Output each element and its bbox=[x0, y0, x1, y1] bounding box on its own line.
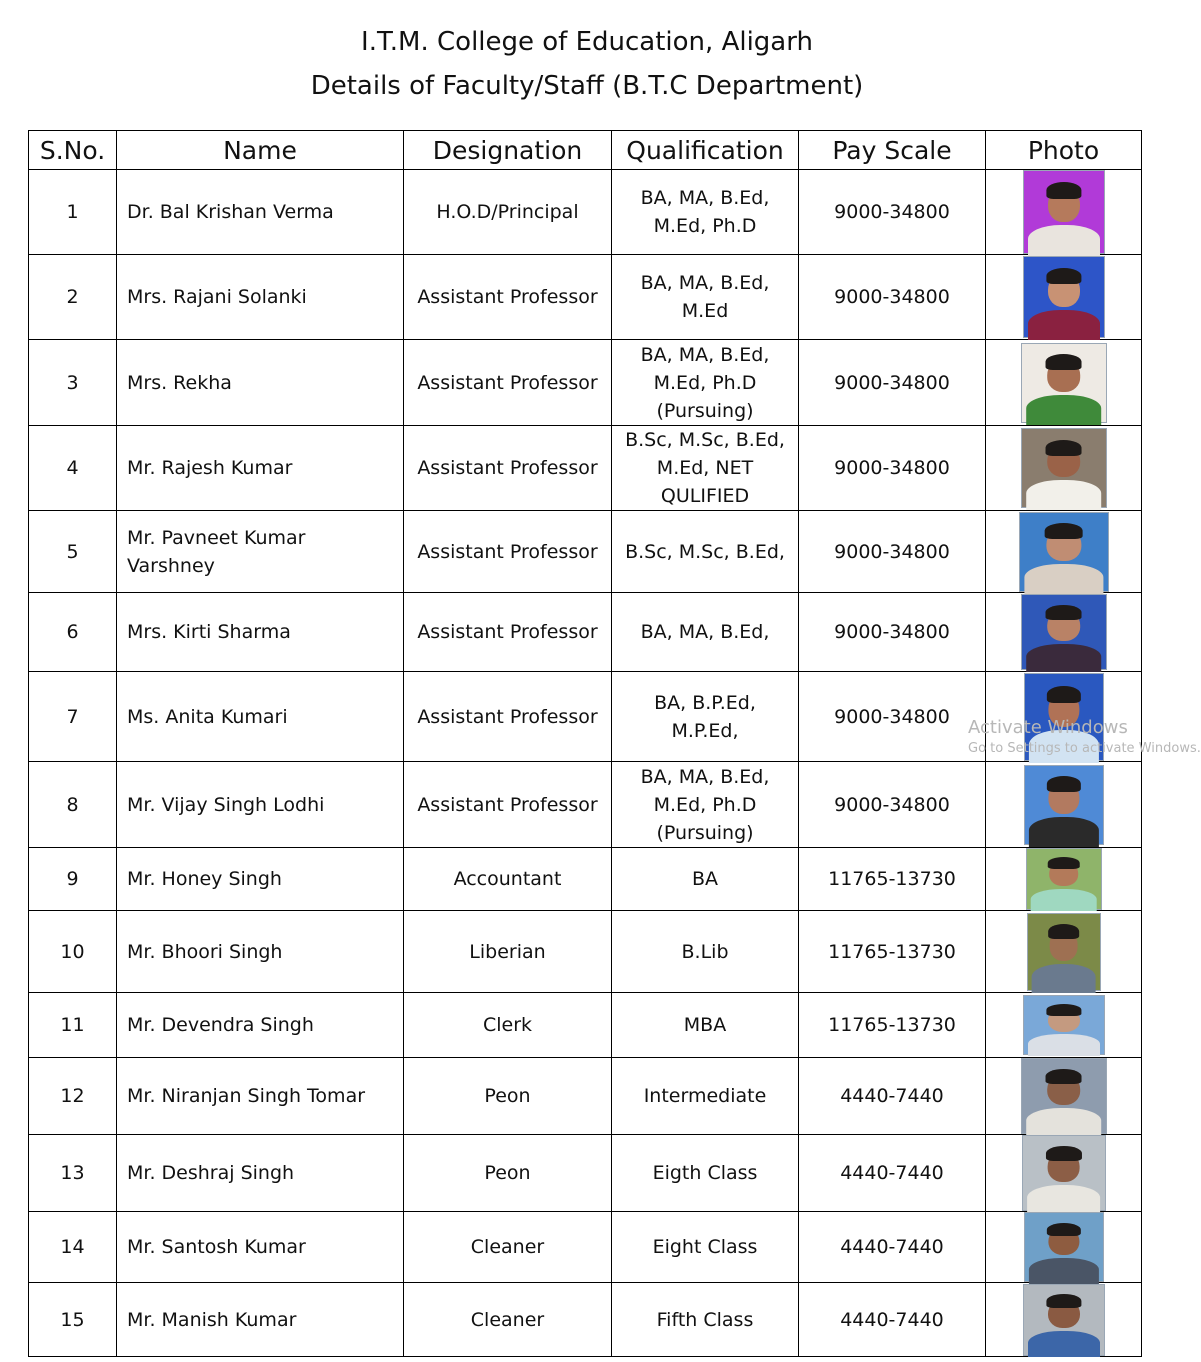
photo-hair bbox=[1045, 1069, 1082, 1084]
designation-cell: Peon bbox=[404, 1058, 612, 1135]
pay-scale-cell: 9000-34800 bbox=[799, 593, 986, 672]
serial-number-cell: 9 bbox=[29, 848, 117, 911]
pay-scale-cell: 9000-34800 bbox=[799, 340, 986, 426]
staff-photo bbox=[1021, 343, 1107, 423]
staff-photo bbox=[1024, 673, 1104, 761]
name-cell: Mr. Niranjan Singh Tomar bbox=[117, 1058, 404, 1135]
table-row bbox=[29, 170, 1142, 255]
staff-photo bbox=[1021, 1058, 1107, 1134]
pay-scale-cell: 4440-7440 bbox=[799, 1283, 986, 1357]
qualification-cell bbox=[612, 170, 799, 255]
photo-shoulders bbox=[1028, 730, 1098, 763]
designation-cell: Accountant bbox=[404, 848, 612, 911]
name-cell: Mrs. Rekha bbox=[117, 340, 404, 426]
designation-cell: Peon bbox=[404, 1135, 612, 1212]
serial-number-cell: 8 bbox=[29, 762, 117, 848]
qualification-cell bbox=[612, 1058, 799, 1135]
qualification-line: Fifth Class bbox=[656, 1308, 754, 1331]
staff-table bbox=[28, 130, 1142, 1357]
pay-scale-cell: 9000-34800 bbox=[799, 170, 986, 255]
staff-photo bbox=[1023, 995, 1105, 1055]
serial-number-cell: 10 bbox=[29, 911, 117, 993]
photo-shoulders bbox=[1028, 1034, 1100, 1056]
table-row bbox=[29, 255, 1142, 340]
qualification-line: BA bbox=[691, 868, 719, 890]
name-cell: Mr. Rajesh Kumar bbox=[117, 426, 404, 511]
name-cell: Mr. Devendra Singh bbox=[117, 993, 404, 1058]
table-row bbox=[29, 848, 1142, 911]
qualification-line: Intermediate bbox=[643, 1085, 767, 1107]
qualification-line: BA, B.P.Ed, bbox=[654, 691, 756, 714]
photo-cell bbox=[986, 511, 1142, 593]
qualification-cell bbox=[612, 993, 799, 1058]
pay-scale-cell: 4440-7440 bbox=[799, 1212, 986, 1283]
pay-scale-cell: 11765-13730 bbox=[799, 848, 986, 911]
qualification-line: M.Ed, Ph.D bbox=[653, 371, 757, 394]
pay-scale-cell: 4440-7440 bbox=[799, 1135, 986, 1212]
photo-cell bbox=[986, 1283, 1142, 1357]
qualification-line: BA, MA, B.Ed, bbox=[640, 272, 770, 294]
qualification-cell bbox=[612, 1283, 799, 1357]
qualification-line: B.Sc, M.Sc, B.Ed, bbox=[625, 540, 785, 563]
table-row bbox=[29, 1135, 1142, 1212]
serial-number-cell: 11 bbox=[29, 993, 117, 1058]
photo-hair bbox=[1046, 1004, 1081, 1016]
qualification-line: B.Sc, M.Sc, B.Ed, bbox=[625, 429, 785, 451]
column-header-sno: S.No. bbox=[29, 131, 117, 170]
pay-scale-cell: 9000-34800 bbox=[799, 255, 986, 340]
name-cell: Mr. Pavneet Kumar Varshney bbox=[117, 511, 404, 593]
qualification-line: M.Ed bbox=[681, 300, 729, 322]
photo-cell bbox=[986, 255, 1142, 340]
qualification-line: BA, MA, B.Ed, bbox=[640, 765, 770, 788]
page-header bbox=[0, 20, 1174, 108]
qualification-line: B.Lib bbox=[681, 940, 729, 963]
table-row bbox=[29, 911, 1142, 993]
photo-hair bbox=[1045, 1146, 1081, 1161]
name-cell: Mr. Bhoori Singh bbox=[117, 911, 404, 993]
serial-number-cell: 4 bbox=[29, 426, 117, 511]
staff-photo bbox=[1021, 594, 1107, 670]
page-subtitle: Details of Faculty/Staff (B.T.C Department) bbox=[310, 71, 864, 101]
qualification-cell bbox=[612, 511, 799, 593]
name-cell: Mr. Deshraj Singh bbox=[117, 1135, 404, 1212]
qualification-line: (Pursuing) bbox=[656, 399, 754, 422]
column-header-name: Name bbox=[117, 131, 404, 170]
photo-shoulders bbox=[1026, 644, 1102, 672]
photo-cell bbox=[986, 672, 1142, 762]
table-row bbox=[29, 511, 1142, 593]
photo-hair bbox=[1046, 686, 1080, 703]
name-cell: Mr. Vijay Singh Lodhi bbox=[117, 762, 404, 848]
photo-hair bbox=[1045, 440, 1082, 456]
qualification-line: M.Ed, Ph.D bbox=[653, 215, 757, 237]
photo-cell bbox=[986, 848, 1142, 911]
staff-photo bbox=[1026, 848, 1102, 910]
serial-number-cell: 7 bbox=[29, 672, 117, 762]
table-row bbox=[29, 762, 1142, 848]
qualification-cell bbox=[612, 911, 799, 993]
column-header-photo: Photo bbox=[986, 131, 1142, 170]
pay-scale-cell: 4440-7440 bbox=[799, 1058, 986, 1135]
staff-photo bbox=[1019, 512, 1109, 592]
photo-cell bbox=[986, 1212, 1142, 1283]
table-row bbox=[29, 426, 1142, 511]
qualification-line: MBA bbox=[683, 1014, 727, 1036]
photo-shoulders bbox=[1028, 1258, 1098, 1284]
qualification-line: BA, MA, B.Ed, bbox=[640, 343, 770, 366]
table-header-row bbox=[29, 131, 1142, 170]
staff-photo bbox=[1022, 1135, 1106, 1211]
photo-hair bbox=[1046, 268, 1081, 284]
staff-photo bbox=[1021, 428, 1107, 508]
qualification-line: M.Ed, Ph.D bbox=[653, 793, 757, 816]
watermark-line-1: Activate Windows bbox=[968, 717, 1128, 738]
qualification-line: Eight Class bbox=[652, 1236, 758, 1258]
designation-cell: Assistant Professor bbox=[404, 340, 612, 426]
staff-photo bbox=[1027, 913, 1101, 991]
serial-number-cell: 5 bbox=[29, 511, 117, 593]
page-title: I.T.M. College of Education, Aligarh bbox=[361, 27, 813, 57]
designation-cell: H.O.D/Principal bbox=[404, 170, 612, 255]
photo-hair bbox=[1044, 523, 1083, 539]
column-header-qualification: Qualification bbox=[612, 131, 799, 170]
qualification-cell bbox=[612, 1135, 799, 1212]
qualification-line: M.P.Ed, bbox=[671, 719, 739, 742]
designation-cell: Cleaner bbox=[404, 1212, 612, 1283]
table-row bbox=[29, 593, 1142, 672]
serial-number-cell: 14 bbox=[29, 1212, 117, 1283]
name-cell: Ms. Anita Kumari bbox=[117, 672, 404, 762]
designation-cell: Cleaner bbox=[404, 1283, 612, 1357]
column-header-designation: Designation bbox=[404, 131, 612, 170]
table-row bbox=[29, 672, 1142, 762]
photo-hair bbox=[1047, 857, 1080, 869]
qualification-line: M.Ed, NET bbox=[656, 457, 754, 479]
name-cell: Mr. Honey Singh bbox=[117, 848, 404, 911]
serial-number-cell: 2 bbox=[29, 255, 117, 340]
photo-cell bbox=[986, 993, 1142, 1058]
designation-cell: Assistant Professor bbox=[404, 511, 612, 593]
qualification-cell bbox=[612, 672, 799, 762]
watermark-line-2: Go to Settings to activate Windows. bbox=[968, 741, 1201, 756]
serial-number-cell: 15 bbox=[29, 1283, 117, 1357]
qualification-cell bbox=[612, 340, 799, 426]
column-header-pay-scale: Pay Scale bbox=[799, 131, 986, 170]
qualification-cell bbox=[612, 255, 799, 340]
designation-cell: Assistant Professor bbox=[404, 255, 612, 340]
photo-shoulders bbox=[1026, 480, 1102, 510]
table-row bbox=[29, 993, 1142, 1058]
photo-cell bbox=[986, 911, 1142, 993]
name-cell: Mr. Manish Kumar bbox=[117, 1283, 404, 1357]
photo-shoulders bbox=[1026, 1108, 1102, 1136]
photo-shoulders bbox=[1026, 395, 1102, 425]
qualification-cell bbox=[612, 848, 799, 911]
photo-shoulders bbox=[1028, 310, 1100, 340]
qualification-cell bbox=[612, 1212, 799, 1283]
qualification-cell bbox=[612, 426, 799, 511]
pay-scale-cell: 9000-34800 bbox=[799, 762, 986, 848]
photo-hair bbox=[1045, 354, 1082, 370]
photo-shoulders bbox=[1027, 1185, 1101, 1213]
table-row bbox=[29, 340, 1142, 426]
qualification-line: QULIFIED bbox=[660, 485, 750, 507]
designation-cell: Liberian bbox=[404, 911, 612, 993]
photo-shoulders bbox=[1024, 564, 1103, 594]
photo-hair bbox=[1046, 182, 1081, 198]
photo-shoulders bbox=[1031, 964, 1096, 993]
qualification-line: Eigth Class bbox=[652, 1162, 758, 1184]
photo-hair bbox=[1046, 776, 1080, 792]
staff-photo bbox=[1024, 1212, 1104, 1282]
name-cell: Mrs. Kirti Sharma bbox=[117, 593, 404, 672]
pay-scale-cell: 9000-34800 bbox=[799, 426, 986, 511]
photo-shoulders bbox=[1030, 889, 1097, 912]
qualification-line: BA, MA, B.Ed, bbox=[640, 187, 770, 209]
staff-photo bbox=[1023, 1284, 1105, 1356]
pay-scale-cell: 11765-13730 bbox=[799, 993, 986, 1058]
designation-cell: Assistant Professor bbox=[404, 672, 612, 762]
name-cell: Dr. Bal Krishan Verma bbox=[117, 170, 404, 255]
photo-shoulders bbox=[1028, 1331, 1100, 1358]
qualification-cell bbox=[612, 593, 799, 672]
photo-cell bbox=[986, 170, 1142, 255]
serial-number-cell: 12 bbox=[29, 1058, 117, 1135]
photo-hair bbox=[1046, 1223, 1080, 1237]
photo-cell bbox=[986, 1058, 1142, 1135]
staff-photo bbox=[1023, 256, 1105, 338]
photo-hair bbox=[1048, 924, 1080, 939]
photo-cell bbox=[986, 762, 1142, 848]
photo-cell bbox=[986, 1135, 1142, 1212]
pay-scale-cell: 11765-13730 bbox=[799, 911, 986, 993]
qualification-line: BA, MA, B.Ed, bbox=[640, 621, 770, 643]
photo-cell bbox=[986, 593, 1142, 672]
qualification-line: (Pursuing) bbox=[656, 821, 754, 844]
serial-number-cell: 13 bbox=[29, 1135, 117, 1212]
photo-cell bbox=[986, 426, 1142, 511]
table-row bbox=[29, 1212, 1142, 1283]
staff-table-body bbox=[29, 170, 1142, 1357]
name-cell: Mr. Santosh Kumar bbox=[117, 1212, 404, 1283]
staff-photo bbox=[1024, 765, 1104, 845]
designation-cell: Assistant Professor bbox=[404, 762, 612, 848]
serial-number-cell: 6 bbox=[29, 593, 117, 672]
designation-cell: Clerk bbox=[404, 993, 612, 1058]
photo-shoulders bbox=[1028, 225, 1100, 256]
staff-photo bbox=[1023, 170, 1105, 254]
table-row bbox=[29, 1058, 1142, 1135]
photo-hair bbox=[1046, 1294, 1081, 1308]
pay-scale-cell: 9000-34800 bbox=[799, 511, 986, 593]
name-cell: Mrs. Rajani Solanki bbox=[117, 255, 404, 340]
serial-number-cell: 3 bbox=[29, 340, 117, 426]
designation-cell: Assistant Professor bbox=[404, 426, 612, 511]
pay-scale-cell: 9000-34800 bbox=[799, 672, 986, 762]
table-row bbox=[29, 1283, 1142, 1357]
photo-cell bbox=[986, 340, 1142, 426]
serial-number-cell: 1 bbox=[29, 170, 117, 255]
designation-cell: Assistant Professor bbox=[404, 593, 612, 672]
photo-shoulders bbox=[1028, 817, 1098, 847]
photo-hair bbox=[1045, 605, 1082, 620]
qualification-cell bbox=[612, 762, 799, 848]
